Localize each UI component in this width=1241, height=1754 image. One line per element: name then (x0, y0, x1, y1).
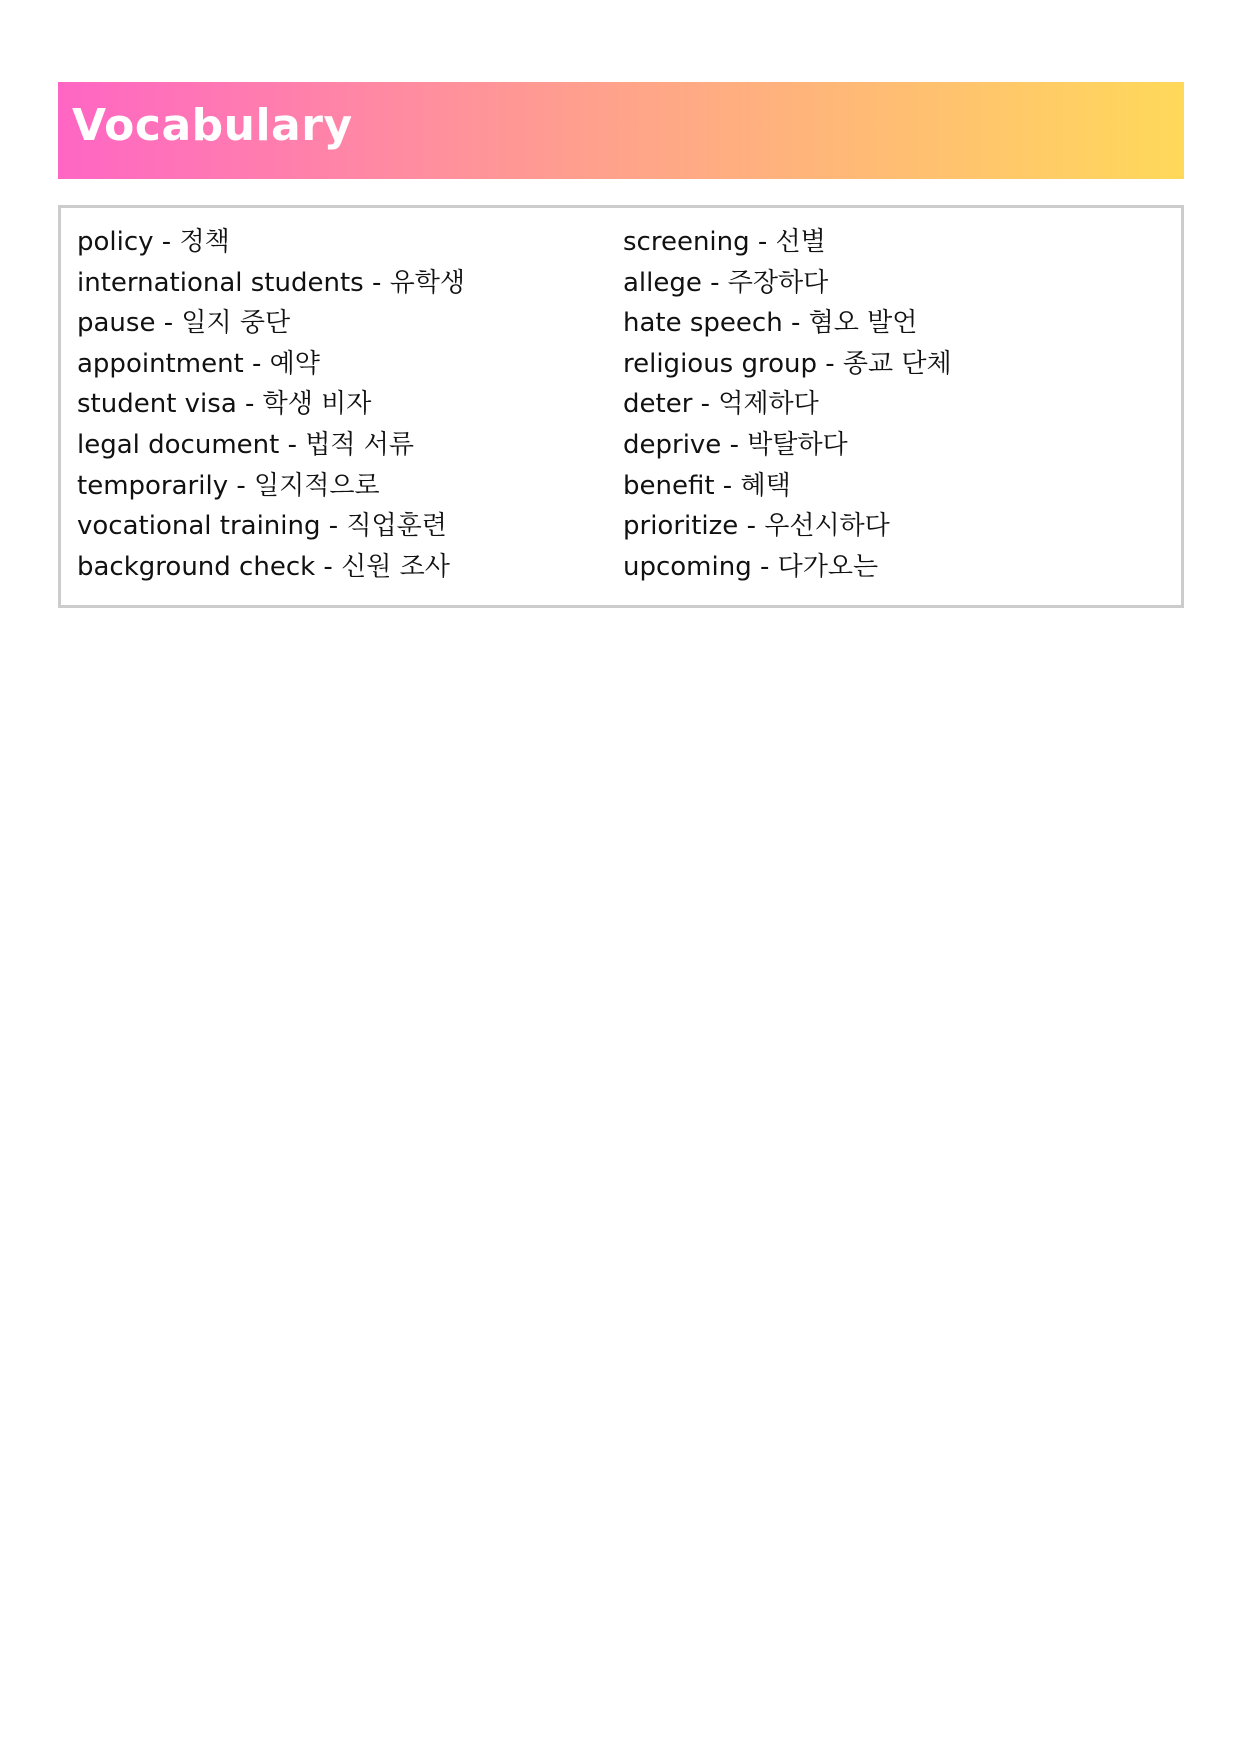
vocab-item: upcoming - 다가오는 (623, 551, 879, 582)
vocab-item: vocational training - 직업훈련 (77, 511, 447, 542)
vocabulary-left-column (77, 222, 465, 587)
vocab-item: legal document - 법적 서류 (77, 429, 414, 460)
vocab-item: hate speech - 혐오 발언 (623, 308, 918, 339)
vocab-item: policy - 정책 (77, 227, 230, 257)
vocab-item: international students - 유학생 (77, 267, 465, 298)
vocab-item: pause - 일지 중단 (77, 308, 291, 339)
vocabulary-right-column (623, 222, 952, 587)
vocab-item: prioritize - 우선시하다 (623, 511, 890, 542)
vocab-item: temporarily - 일지적으로 (77, 470, 380, 501)
vocabulary-box (58, 205, 1184, 608)
vocab-item: allege - 주장하다 (623, 267, 829, 298)
vocab-item: student visa - 학생 비자 (77, 389, 372, 420)
vocab-item: religious group - 종교 단체 (623, 348, 952, 379)
vocab-item: screening - 선별 (623, 227, 826, 257)
vocabulary-header-banner (58, 82, 1184, 179)
vocab-item: deprive - 박탈하다 (623, 429, 848, 460)
vocab-item: deter - 억제하다 (623, 389, 819, 420)
vocab-item: appointment - 예약 (77, 348, 320, 379)
vocab-item: background check - 신원 조사 (77, 551, 450, 582)
vocab-item: benefit - 혜택 (623, 470, 791, 501)
page-title: Vocabulary (72, 100, 353, 151)
